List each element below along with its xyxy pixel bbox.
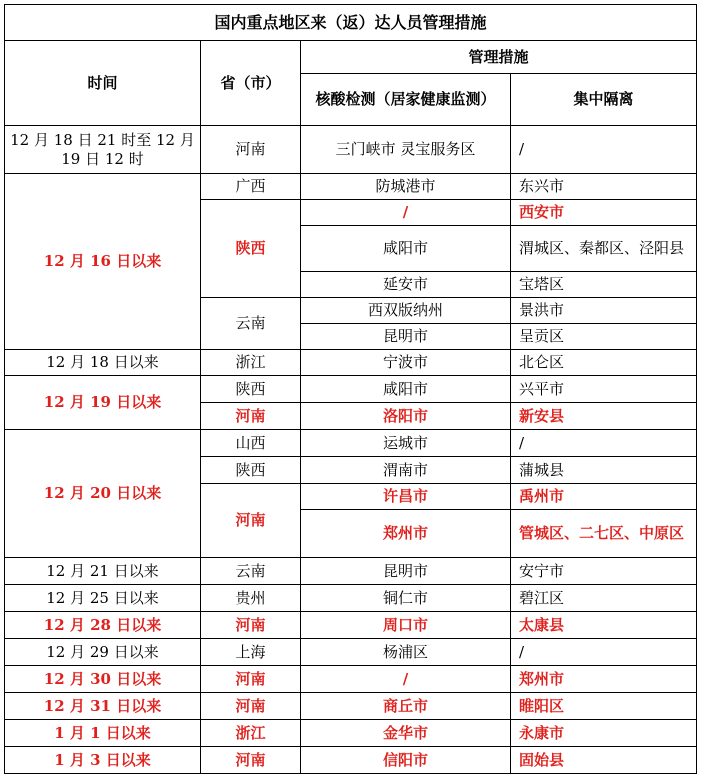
nucleic-cell: 防城港市 (301, 174, 511, 200)
nucleic-cell: 渭南市 (301, 457, 511, 484)
time-cell: 12 月 21 日以来 (5, 558, 201, 585)
nucleic-cell: 郑州市 (301, 510, 511, 558)
nucleic-cell: 三门峡市 灵宝服务区 (301, 126, 511, 174)
isolation-cell: 北仑区 (511, 350, 697, 376)
nucleic-cell: 西双版纳州 (301, 298, 511, 324)
isolation-cell: 东兴市 (511, 174, 697, 200)
measures-table (4, 4, 697, 774)
isolation-cell: 宝塔区 (511, 272, 697, 298)
province-cell: 陕西 (201, 200, 301, 298)
isolation-cell: 新安县 (511, 403, 697, 430)
header-time: 时间 (5, 41, 201, 126)
table-row (5, 126, 697, 174)
province-cell: 云南 (201, 298, 301, 350)
table-row (5, 585, 697, 612)
time-cell: 12 月 18 日 21 时至 12 月 19 日 12 时 (5, 126, 201, 174)
province-cell: 云南 (201, 558, 301, 585)
isolation-cell: 郑州市 (511, 666, 697, 693)
isolation-cell: 渭城区、秦都区、泾阳县 (511, 226, 697, 272)
table-row (5, 693, 697, 720)
nucleic-cell: 昆明市 (301, 324, 511, 350)
table-row (5, 376, 697, 403)
nucleic-cell: 信阳市 (301, 747, 511, 774)
time-cell: 12 月 30 日以来 (5, 666, 201, 693)
header-isolation: 集中隔离 (511, 74, 697, 126)
nucleic-cell: 洛阳市 (301, 403, 511, 430)
table-row (5, 350, 697, 376)
time-cell: 12 月 29 日以来 (5, 639, 201, 666)
isolation-cell: 西安市 (511, 200, 697, 226)
isolation-cell: 管城区、二七区、中原区 (511, 510, 697, 558)
nucleic-cell: / (301, 200, 511, 226)
isolation-cell: 景洪市 (511, 298, 697, 324)
province-cell: 河南 (201, 693, 301, 720)
isolation-cell: 太康县 (511, 612, 697, 639)
time-cell: 1 月 3 日以来 (5, 747, 201, 774)
time-cell: 1 月 1 日以来 (5, 720, 201, 747)
isolation-cell: 禹州市 (511, 484, 697, 510)
table-row (5, 430, 697, 457)
time-cell: 12 月 18 日以来 (5, 350, 201, 376)
table-row (5, 666, 697, 693)
table-row (5, 720, 697, 747)
province-cell: 河南 (201, 747, 301, 774)
time-cell: 12 月 25 日以来 (5, 585, 201, 612)
province-cell: 上海 (201, 639, 301, 666)
table-row (5, 558, 697, 585)
province-cell: 河南 (201, 612, 301, 639)
table-row (5, 612, 697, 639)
isolation-cell: 兴平市 (511, 376, 697, 403)
province-cell: 河南 (201, 666, 301, 693)
province-cell: 浙江 (201, 720, 301, 747)
nucleic-cell: 铜仁市 (301, 585, 511, 612)
province-cell: 山西 (201, 430, 301, 457)
nucleic-cell: 宁波市 (301, 350, 511, 376)
header-province: 省（市） (201, 41, 301, 126)
time-cell: 12 月 28 日以来 (5, 612, 201, 639)
province-cell: 河南 (201, 484, 301, 558)
nucleic-cell: 金华市 (301, 720, 511, 747)
province-cell: 陕西 (201, 457, 301, 484)
isolation-cell: / (511, 639, 697, 666)
table-row (5, 747, 697, 774)
header-measures: 管理措施 (301, 41, 697, 74)
nucleic-cell: 杨浦区 (301, 639, 511, 666)
isolation-cell: 永康市 (511, 720, 697, 747)
province-cell: 浙江 (201, 350, 301, 376)
table-title: 国内重点地区来（返）达人员管理措施 (5, 5, 697, 41)
time-cell: 12 月 31 日以来 (5, 693, 201, 720)
nucleic-cell: 咸阳市 (301, 376, 511, 403)
table-row (5, 639, 697, 666)
isolation-cell: 碧江区 (511, 585, 697, 612)
header-nucleic: 核酸检测（居家健康监测） (301, 74, 511, 126)
nucleic-cell: 昆明市 (301, 558, 511, 585)
time-cell: 12 月 19 日以来 (5, 376, 201, 430)
isolation-cell: 安宁市 (511, 558, 697, 585)
province-cell: 河南 (201, 403, 301, 430)
isolation-cell: 呈贡区 (511, 324, 697, 350)
nucleic-cell: 许昌市 (301, 484, 511, 510)
isolation-cell: / (511, 430, 697, 457)
province-cell: 贵州 (201, 585, 301, 612)
nucleic-cell: 商丘市 (301, 693, 511, 720)
isolation-cell: 蒲城县 (511, 457, 697, 484)
province-cell: 河南 (201, 126, 301, 174)
isolation-cell: / (511, 126, 697, 174)
isolation-cell: 固始县 (511, 747, 697, 774)
time-cell: 12 月 16 日以来 (5, 174, 201, 350)
time-cell: 12 月 20 日以来 (5, 430, 201, 558)
nucleic-cell: 运城市 (301, 430, 511, 457)
province-cell: 陕西 (201, 376, 301, 403)
nucleic-cell: 延安市 (301, 272, 511, 298)
province-cell: 广西 (201, 174, 301, 200)
isolation-cell: 睢阳区 (511, 693, 697, 720)
nucleic-cell: 咸阳市 (301, 226, 511, 272)
nucleic-cell: 周口市 (301, 612, 511, 639)
table-row (5, 174, 697, 200)
nucleic-cell: / (301, 666, 511, 693)
